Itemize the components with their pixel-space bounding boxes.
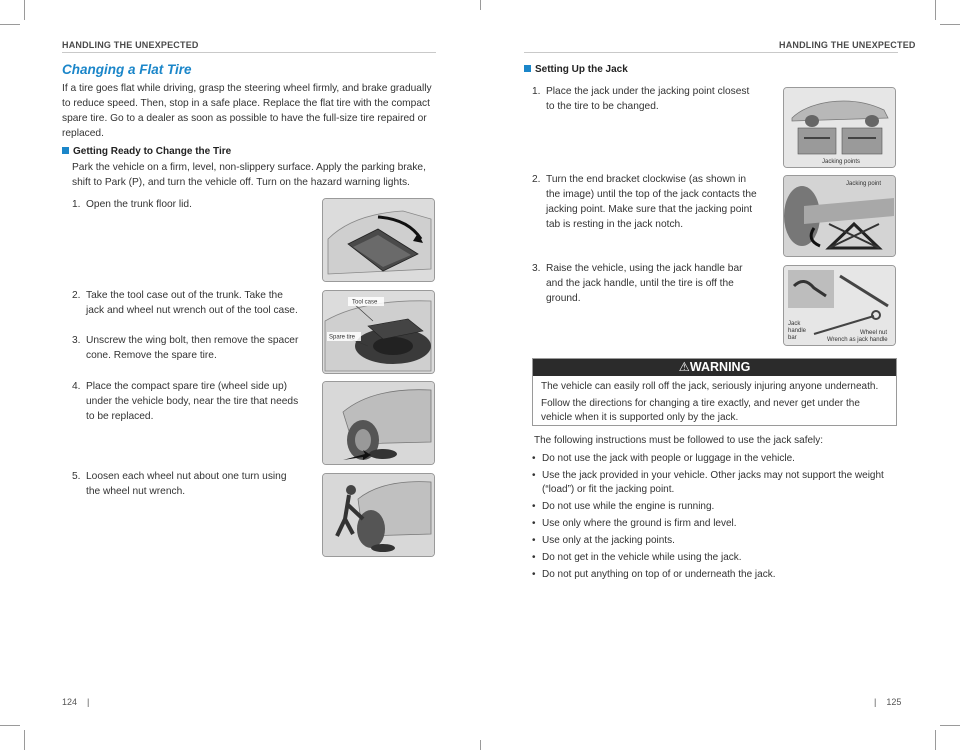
crop-mark bbox=[940, 24, 960, 25]
step-2: 2. Take the tool case out of the trunk. Take the jack and wheel nut wrench out of the tool case. bbox=[72, 290, 298, 316]
header-rule bbox=[62, 52, 436, 53]
wheel-nut-image bbox=[323, 474, 434, 556]
jack-step-3: 3. Raise the vehicle, using the jack handle bar and the jack handle, until the tire is off the ground. bbox=[532, 263, 743, 304]
step-5: 5. Loosen each wheel nut about one turn using the wheel nut wrench. bbox=[72, 471, 287, 497]
subheading-setting-up-jack: Setting Up the Jack bbox=[524, 64, 628, 75]
right-page-header: HANDLING THE UNEXPECTED bbox=[779, 40, 916, 50]
warning-title-bar: ⚠WARNING bbox=[533, 359, 896, 376]
crop-mark bbox=[0, 24, 20, 25]
safety-bullet: • Do not put anything on top of or underneath the jack. bbox=[532, 569, 776, 580]
warning-line-2: Follow the directions for changing a tire exactly, and never get under the vehicle when it is supported only by the jack. bbox=[541, 398, 860, 423]
trunk-floor-lid-illustration bbox=[322, 198, 435, 282]
intro-paragraph: If a tire goes flat while driving, grasp the steering wheel firmly, and brake gradually to reduce speed. Then, stop in a safe place. Replace the flat tire with the compact spare tire. Go to a dealer as soon as possible to have the full-size tire repaired or replaced. bbox=[62, 83, 432, 139]
step-3: 3. Unscrew the wing bolt, then remove the spacer cone. Remove the spare tire. bbox=[72, 335, 299, 361]
jack-step-2: 2. Turn the end bracket clockwise (as shown in the image) until the top of the jack contacts the jacking point. Make sure that the jacking point tab is resting in the jack notch. bbox=[532, 174, 757, 230]
wheel-nut-label-1: Wheel nut bbox=[860, 330, 888, 336]
crop-mark bbox=[935, 730, 936, 750]
spare-tire-label: Spare tire bbox=[329, 334, 356, 341]
header-rule bbox=[524, 52, 898, 53]
safety-bullet: • Do not use while the engine is running. bbox=[532, 501, 715, 512]
jack-handle-label-2: handle bbox=[788, 328, 807, 334]
jacking-points-image bbox=[784, 88, 895, 167]
crop-mark bbox=[935, 0, 936, 20]
crop-mark bbox=[24, 0, 25, 20]
jack-handle-image bbox=[784, 266, 895, 345]
right-page-number: | 125 bbox=[874, 697, 902, 707]
warning-line-1: The vehicle can easily roll off the jack, seriously injuring anyone underneath. bbox=[541, 381, 879, 392]
jack-handle-label-1: Jack bbox=[788, 321, 801, 327]
trunk-image bbox=[323, 199, 434, 281]
safety-intro: The following instructions must be followed to use the jack safely: bbox=[534, 435, 824, 446]
warning-box bbox=[532, 358, 897, 426]
crop-mark bbox=[0, 725, 20, 726]
crop-mark bbox=[940, 725, 960, 726]
safety-bullet: • Use the jack provided in your vehicle. Other jacks may not support the weight (“load”) or fit the jacking point. bbox=[532, 470, 884, 495]
crop-mark bbox=[480, 740, 481, 750]
spare-tire-image bbox=[323, 382, 434, 464]
safety-bullet: • Use only where the ground is firm and level. bbox=[532, 518, 737, 529]
warning-triangle-icon: ⚠ bbox=[678, 360, 690, 374]
safety-bullet: • Do not use the jack with people or luggage in the vehicle. bbox=[532, 453, 795, 464]
loosen-wheel-nuts-illustration bbox=[322, 473, 435, 557]
section-marker bbox=[524, 65, 531, 72]
jack-step-1: 1. Place the jack under the jacking point closest to the tire to be changed. bbox=[532, 86, 750, 112]
crop-mark bbox=[24, 730, 25, 750]
jacking-points-illustration bbox=[783, 87, 896, 168]
page-title: Changing a Flat Tire bbox=[62, 62, 192, 77]
jacking-point-illustration bbox=[783, 175, 896, 257]
getting-ready-text: Park the vehicle on a firm, level, non-slippery surface. Apply the parking brake, shift to Park (P), and turn the vehicle off. Turn on the hazard warning lights. bbox=[72, 162, 426, 188]
left-page-header: HANDLING THE UNEXPECTED bbox=[62, 40, 199, 50]
section-marker bbox=[62, 147, 69, 154]
left-page-number: 124 | bbox=[62, 697, 90, 707]
spare-tire-placement-illustration bbox=[322, 381, 435, 465]
safety-bullet: • Do not get in the vehicle while using the jack. bbox=[532, 552, 742, 563]
tool-case-image bbox=[323, 291, 434, 373]
subheading-getting-ready: Getting Ready to Change the Tire bbox=[62, 146, 231, 157]
safety-bullet: • Use only at the jacking points. bbox=[532, 535, 675, 546]
jacking-points-label: Jacking points bbox=[822, 159, 861, 165]
tool-case-illustration bbox=[322, 290, 435, 374]
tool-case-label: Tool case bbox=[352, 299, 378, 306]
jack-handle-label-3: bar bbox=[788, 335, 797, 341]
wheel-nut-label-2: Wrench as jack handle bbox=[827, 337, 888, 343]
jacking-point-image bbox=[784, 176, 895, 256]
step-4: 4. Place the compact spare tire (wheel side up) under the vehicle body, near the tire that needs to be replaced. bbox=[72, 381, 299, 422]
jacking-point-label: Jacking point bbox=[846, 181, 882, 187]
crop-mark bbox=[480, 0, 481, 10]
step-1: 1. Open the trunk floor lid. bbox=[72, 199, 192, 210]
jack-handle-illustration bbox=[783, 265, 896, 346]
